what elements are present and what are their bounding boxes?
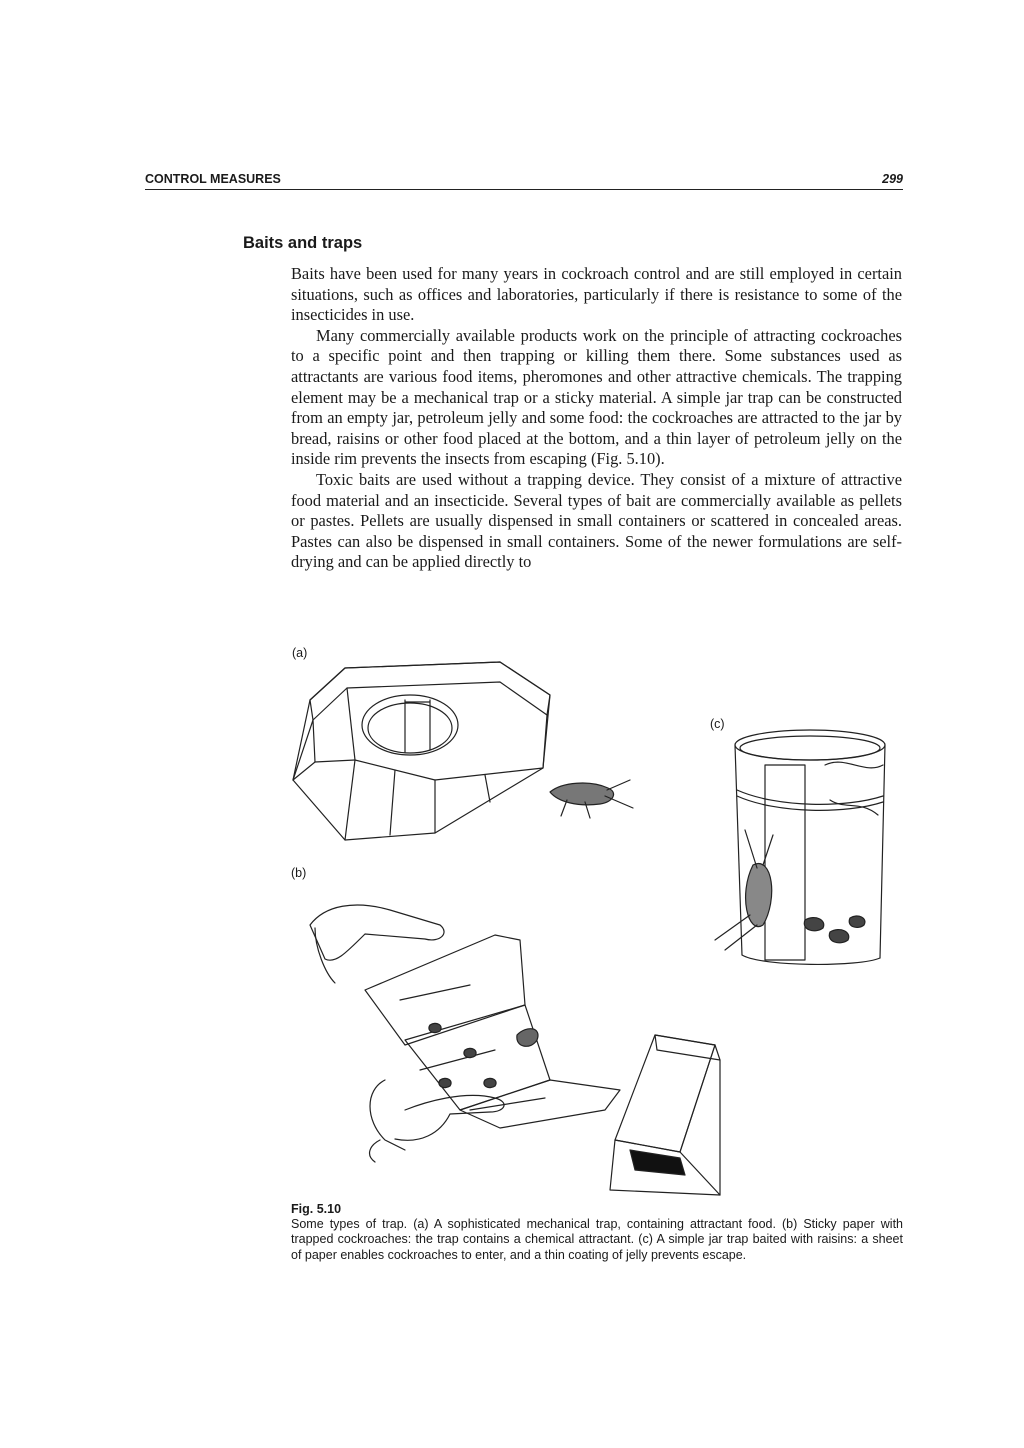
paragraph-3: Toxic baits are used without a trapping device. They consist of a mixture of attractive food material and an insecticide. Several types of bait are commercially available as pellets or pastes. Pellets are usually dispensed in small containers or scattered in concealed areas. Pastes can also be dispensed in small containers. Some of the newer formulations are self-drying and can be applied directly to	[291, 469, 902, 572]
figure-caption: Some types of trap. (a) A sophisticated mechanical trap, containing attractant food. (b) Sticky paper with trapped cockroaches: the trap contains a chemical attractant. (c) A simple jar trap baited with raisins: a sheet of paper enables cockroaches to enter, and a thin coating of jelly prevents escape.	[291, 1217, 903, 1262]
body-text	[291, 264, 902, 573]
figure-number: Fig. 5.10	[291, 1202, 342, 1216]
page-number: 299	[882, 172, 903, 186]
paragraph-2: Many commercially available products work on the principle of attracting cockroaches to a specific point and then trapping or killing them there. Some substances used as attractants are various food items, pheromones and other attractive chemicals. The trapping element may be a mechanical trap or a sticky material. A simple jar trap can be constructed from an empty jar, petroleum jelly and some food: the cockroaches are attracted to the jar by bread, raisins or other food placed at the bottom, and a thin layer of petroleum jelly on the inside rim prevents the insects from escaping (Fig. 5.10).	[291, 325, 902, 469]
sticky-paper-trap-illustration	[310, 905, 620, 1162]
running-head-section: CONTROL MEASURES	[145, 172, 281, 186]
box-trap-illustration	[610, 1035, 720, 1195]
paragraph-1: Baits have been used for many years in cockroach control and are still employed in certain situations, such as offices and laboratories, particularly if there is resistance to some of the insecticides in use.	[291, 264, 902, 325]
figure-illustration	[285, 640, 925, 1200]
panel-label-b: (b)	[291, 866, 307, 880]
figure-5-10	[285, 640, 925, 1200]
mechanical-trap-illustration	[293, 662, 633, 840]
section-heading: Baits and traps	[243, 234, 363, 252]
jar-trap-illustration	[715, 730, 885, 964]
panel-label-c: (c)	[710, 717, 725, 731]
panel-label-a: (a)	[292, 646, 308, 660]
running-head	[145, 172, 903, 190]
